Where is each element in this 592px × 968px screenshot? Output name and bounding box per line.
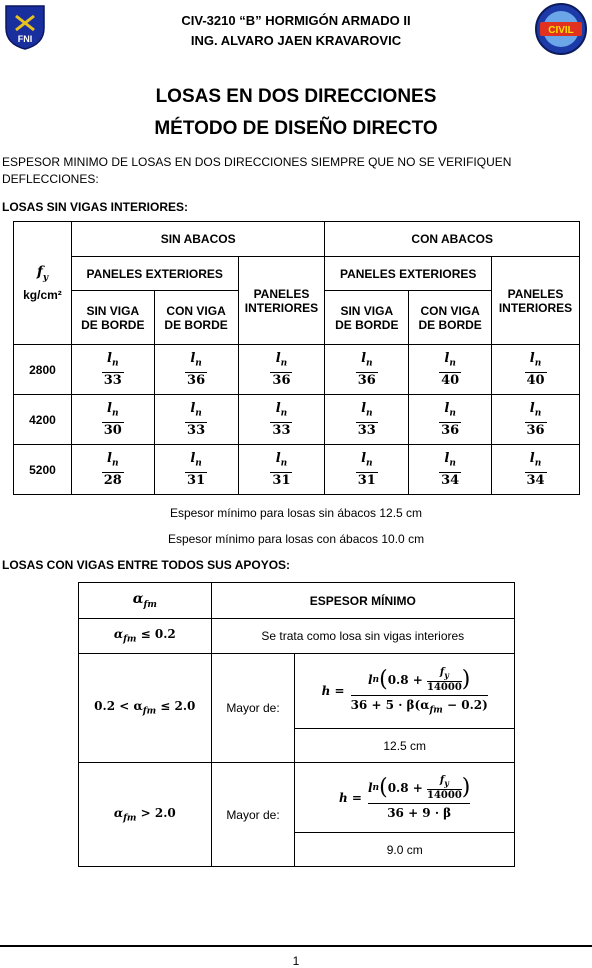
table-row [14,445,580,495]
min-thickness-fraction: $\frac{l_n}{36}$ [492,395,580,445]
min-thickness-fraction: $\frac{l_n}{33}$ [71,345,154,395]
row1-result: Se trata como losa sin vigas interiores [211,619,514,654]
course-title: CIV-3210 “B” HORMIGÓN ARMADO II [181,13,411,28]
page-subtitle: MÉTODO DE DISEÑO DIRECTO [154,118,438,139]
min-thickness-fraction: $\frac{l_n}{31}$ [238,445,325,495]
sin-viga-header: SIN VIGA DE BORDE [325,291,409,345]
min-thickness-fraction: $\frac{l_n}{33}$ [325,395,409,445]
page-title: LOSAS EN DOS DIRECCIONES [155,86,437,107]
civil-logo-text: CIVIL [548,25,574,36]
page-number: 1 [292,954,300,968]
paneles-interiores-header: PANELES INTERIORES [492,257,580,345]
fni-logo-text: FNI [17,34,33,44]
row2-formula: h = l n ( 0.8 + $f_y$ 14000 ) $36 + 5 \cdot \beta(\alpha_{fm} - 0.2)$ [295,654,515,729]
intro-line-1: ESPESOR MINIMO DE LOSAS EN DOS DIRECCIONES SIEMPRE QUE NO SE VERIFIQUEN [2,155,512,169]
min-thickness-fraction: $\frac{l_n}{40}$ [409,345,492,395]
min-thickness-fraction: $\frac{l_n}{28}$ [71,445,154,495]
instructor-name: ING. ALVARO JAEN KRAVAROVIC [190,33,402,48]
min-thickness-fraction: $\frac{l_n}{33}$ [238,395,325,445]
note-sin-abacos: Espesor mínimo para losas sin ábacos 12.5 cm [169,506,423,520]
fy-header-cell [14,222,72,345]
min-thickness-fraction: $\frac{l_n}{34}$ [409,445,492,495]
con-viga-header: CON VIGA DE BORDE [409,291,492,345]
intro-line-2: DEFLECCIONES: [2,172,99,186]
condition-row-3: $\alpha_{fm} > 2.0$ [79,763,212,867]
fy-value: 2800 [14,345,72,395]
min-thickness-fraction: $\frac{l_n}{33}$ [154,395,238,445]
row3-mayor-de: Mayor de: [211,763,295,867]
footer-divider [0,945,592,947]
condition-row-1: $\alpha_{fm} \le 0.2$ [79,619,212,654]
note-con-abacos: Espesor mínimo para losas con ábacos 10.0 cm [167,532,425,546]
fy-value: 4200 [14,395,72,445]
espesor-minimo-header: ESPESOR MÍNIMO [211,583,514,619]
condition-row-2: $0.2 < \alpha_{fm} \le 2.0$ [79,654,212,763]
min-thickness-fraction: $\frac{l_n}{36}$ [325,345,409,395]
row3-formula: h = l n ( 0.8 + $f_y$ 14000 ) 36 + 9 · β [295,763,515,833]
row2-minimum: 12.5 cm [295,729,515,763]
fy-subscript: y [42,272,49,283]
paneles-exteriores-header: PANELES EXTERIORES [71,257,238,291]
row3-minimum: 9.0 cm [295,833,515,867]
section2-heading: LOSAS CON VIGAS ENTRE TODOS SUS APOYOS: [2,558,291,572]
table-row [14,395,580,445]
fy-unit: kg/cm² [23,288,62,303]
thickness-table-with-beams [78,582,515,867]
min-thickness-fraction: $\frac{l_n}{30}$ [71,395,154,445]
table-row [14,345,580,395]
row2-mayor-de: Mayor de: [211,654,295,763]
sin-abacos-header: SIN ABACOS [71,222,325,257]
con-viga-header: CON VIGA DE BORDE [154,291,238,345]
con-abacos-header: CON ABACOS [325,222,580,257]
fy-value: 5200 [14,445,72,495]
fy-symbol: f [36,263,43,280]
alpha-fm-header: $\alpha_{fm}$ [79,583,212,619]
thickness-table-no-beams [13,221,580,495]
paneles-interiores-header: PANELES INTERIORES [238,257,325,345]
section1-heading: LOSAS SIN VIGAS INTERIORES: [2,200,189,214]
min-thickness-fraction: $\frac{l_n}{31}$ [325,445,409,495]
min-thickness-fraction: $\frac{l_n}{40}$ [492,345,580,395]
min-thickness-fraction: $\frac{l_n}{34}$ [492,445,580,495]
min-thickness-fraction: $\frac{l_n}{36}$ [154,345,238,395]
paneles-exteriores-header: PANELES EXTERIORES [325,257,492,291]
min-thickness-fraction: $\frac{l_n}{36}$ [409,395,492,445]
min-thickness-fraction: $\frac{l_n}{31}$ [154,445,238,495]
min-thickness-fraction: $\frac{l_n}{36}$ [238,345,325,395]
sin-viga-header: SIN VIGA DE BORDE [71,291,154,345]
